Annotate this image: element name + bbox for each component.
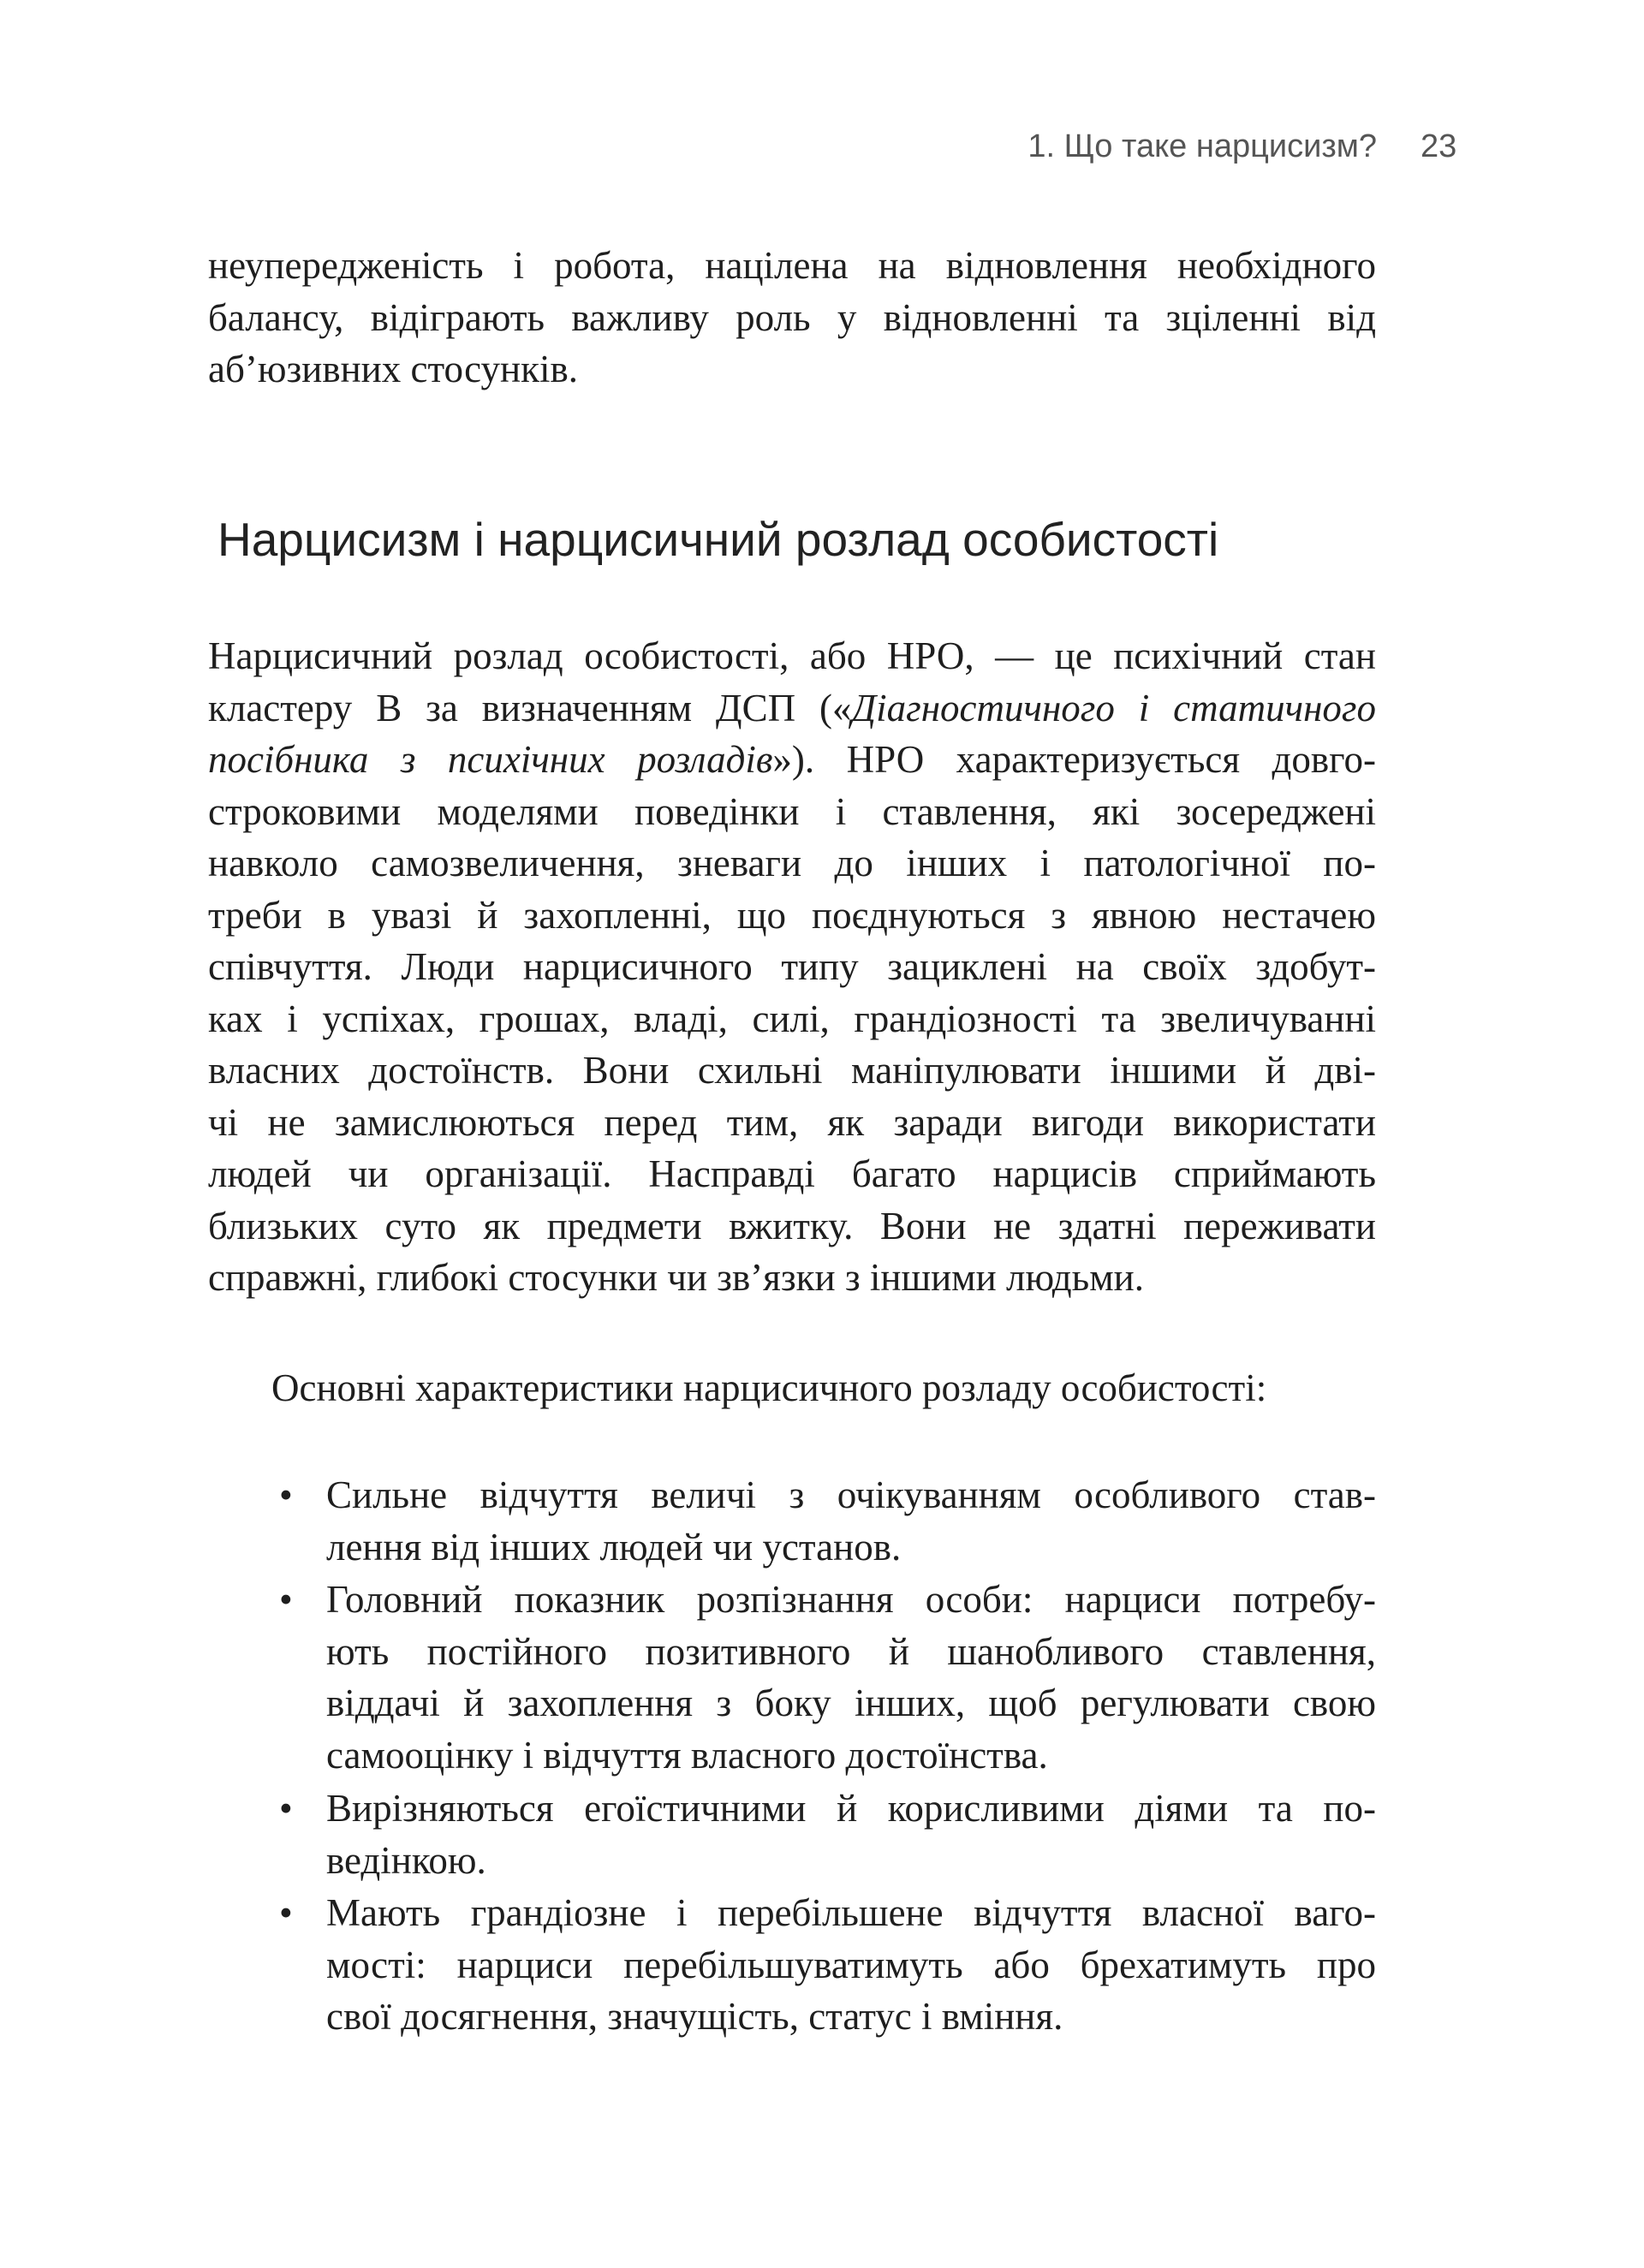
text-line: лення від інших людей чи установ. [326, 1525, 902, 1569]
intro-paragraph [208, 240, 1376, 396]
running-header-chapter: 1. Що таке нарцисизм? [1028, 128, 1377, 164]
text-line: навколо самозвеличення, зневаги до інших і патологічної по- [208, 842, 1376, 884]
text-line: Головний показник розпізнання особи: нарциси потребу- [326, 1578, 1376, 1621]
text-line: людей чи організації. Насправді багато нарцисів сприймають [208, 1152, 1376, 1195]
text-line: Основні характеристики нарцисичного розладу особистості: [271, 1366, 1267, 1409]
text-line: аб’юзивних стосунків. [208, 348, 578, 390]
page-number: 23 [1421, 128, 1457, 164]
text-line: ють постійного позитивного й шанобливого ставлення, [326, 1629, 1376, 1673]
bullet-item [279, 1574, 1376, 1781]
text-line: треби в увазі й захопленні, що поєднуються з явною нестачею [208, 893, 1376, 937]
text-line: Мають грандіозне і перебільшене відчуття власної ваго- [326, 1891, 1376, 1934]
text-line: власних достоїнств. Вони схильні маніпулювати іншими й дві- [208, 1049, 1376, 1092]
bullet-icon: • [279, 1473, 293, 1516]
bullet-item [279, 1783, 1376, 1886]
section-heading: Нарцисизм і нарцисичний розлад особистості [217, 513, 1219, 566]
bullet-icon: • [279, 1787, 293, 1830]
bullet-icon: • [279, 1578, 293, 1621]
list-intro [271, 1362, 1376, 1414]
text-line: співчуття. Люди нарцисичного типу зациклені на своїх здобут- [208, 945, 1376, 988]
text-line: віддачі й захоплення з боку інших, щоб регулювати свою [326, 1682, 1376, 1724]
text-line: свої досягнення, значущість, статус і вміння. [326, 1995, 1063, 2038]
text-line: ках і успіхах, грошах, владі, силі, грандіозності та звеличуванні [208, 997, 1376, 1040]
text-line: самооцінку і відчуття власного достоїнства. [326, 1733, 1048, 1777]
text-line: балансу, відіграють важливу роль у відновленні та зціленні від [208, 295, 1376, 339]
text-line: мості: нарциси перебільшуватимуть або брехатимуть про [326, 1943, 1376, 1986]
bullet-item [279, 1469, 1376, 1573]
bullet-item [279, 1887, 1376, 2043]
text-line: справжні, глибокі стосунки чи зв’язки з іншими людьми. [208, 1256, 1145, 1299]
text-line: Нарцисичний розлад особистості, або НРО, — це психічний стан [208, 634, 1376, 677]
text-line: кластеру В за визначенням ДСП («Діагностичного і статичного [208, 686, 1376, 729]
text-line: Сильне відчуття величі з очікуванням особливого став- [326, 1473, 1376, 1516]
text-line: чі не замислюються перед тим, як заради вигоди використати [208, 1100, 1376, 1144]
text-line: Вирізняються егоїстичними й корисливими діями та по- [326, 1787, 1376, 1830]
text-line: ведінкою. [326, 1838, 486, 1882]
bullet-icon: • [279, 1891, 293, 1934]
text-line: неупередженість і робота, націлена на відновлення необхідного [208, 244, 1376, 287]
main-paragraph [208, 630, 1376, 1304]
text-line: посібника з психічних розладів»). НРО характеризується довго- [208, 738, 1376, 781]
text-line: близьких суто як предмети вжитку. Вони не здатні переживати [208, 1204, 1376, 1247]
text-line: строковими моделями поведінки і ставлення, які зосереджені [208, 789, 1376, 833]
